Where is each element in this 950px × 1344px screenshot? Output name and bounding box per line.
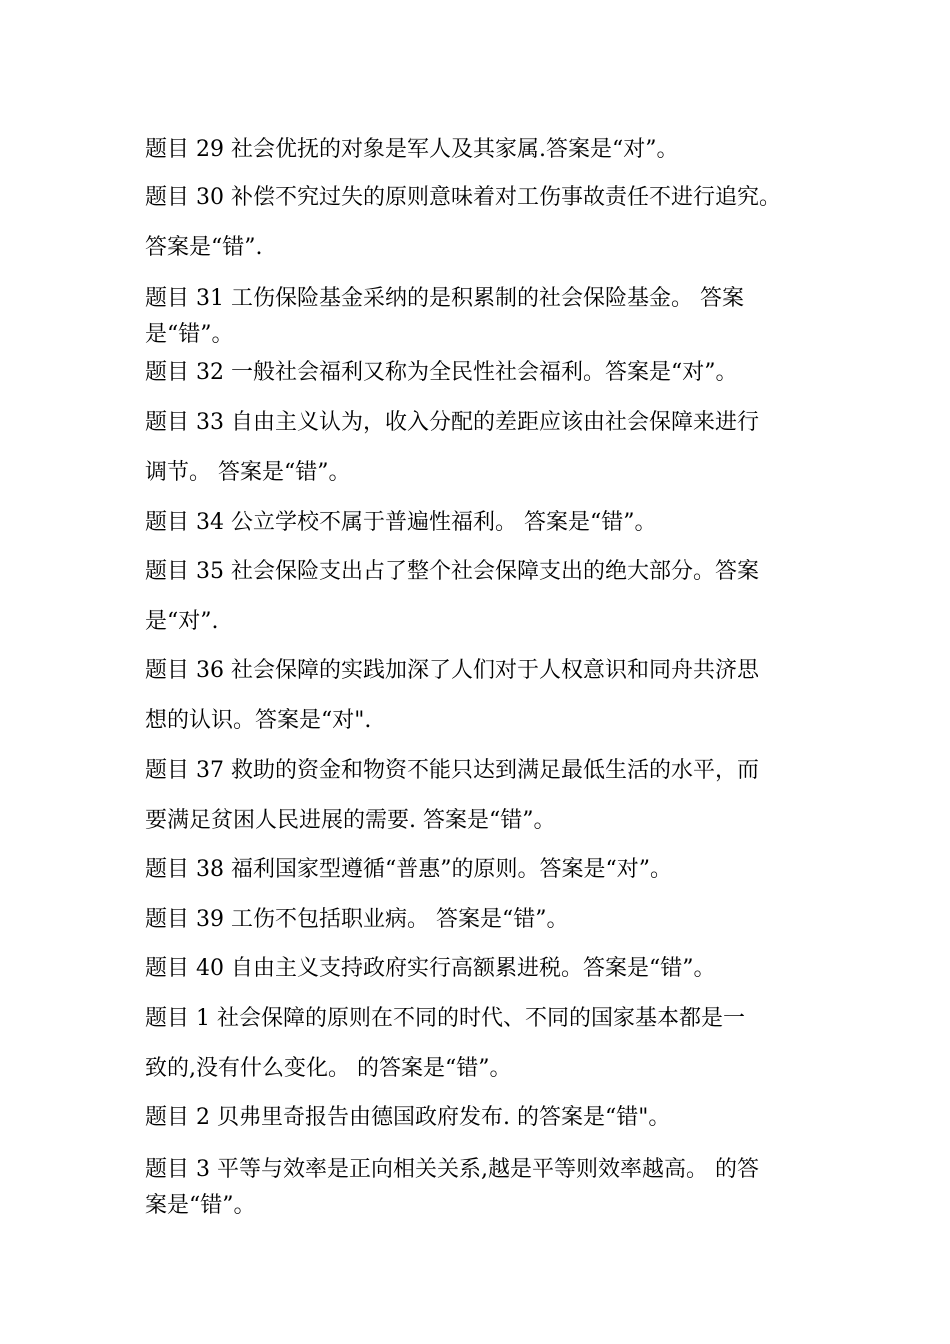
text-line: 案是“错”。 <box>145 1193 256 1218</box>
text-line: 是“错”。 <box>145 322 234 347</box>
text-line: 题目 32 一般社会福利又称为全民性社会福利。答案是“对”。 <box>145 360 738 385</box>
text-line: 题目 33 自由主义认为，收入分配的差距应该由社会保障来进行 <box>145 410 759 435</box>
text-line: 题目 39 工伤不包括职业病。 答案是“错”。 <box>145 907 569 932</box>
text-line: 答案是“错”. <box>145 235 263 260</box>
text-line: 想的认识。答案是“对". <box>145 708 372 733</box>
text-line: 题目 29 社会优抚的对象是军人及其家属.答案是“对”。 <box>145 137 679 162</box>
text-line: 题目 31 工伤保险基金采纳的是积累制的社会保险基金。 答案 <box>145 286 744 311</box>
text-line: 题目 30 补偿不究过失的原则意味着对工伤事故责任不进行追究。 <box>145 185 781 210</box>
text-line: 题目 37 救助的资金和物资不能只达到满足最低生活的水平，而 <box>145 758 759 783</box>
text-line: 调节。 答案是“错”。 <box>145 460 351 485</box>
text-line: 题目 2 贝弗里奇报告由德国政府发布. 的答案是“错"。 <box>145 1105 671 1130</box>
text-line: 题目 40 自由主义支持政府实行高额累进税。答案是“错”。 <box>145 956 716 981</box>
text-line: 题目 34 公立学校不属于普遍性福利。 答案是“错”。 <box>145 510 657 535</box>
text-line: 要满足贫困人民进展的需要. 答案是“错”。 <box>145 808 556 833</box>
text-line: 是“对”. <box>145 609 219 634</box>
text-line: 题目 35 社会保险支出占了整个社会保障支出的绝大部分。答案 <box>145 559 759 584</box>
text-line: 题目 3 平等与效率是正向相关关系,越是平等则效率越高。 的答 <box>145 1157 759 1182</box>
text-line: 题目 1 社会保障的原则在不同的时代、不同的国家基本都是一 <box>145 1006 745 1031</box>
text-line: 题目 38 福利国家型遵循“普惠”的原则。答案是“对”。 <box>145 857 672 882</box>
text-line: 致的,没有什么变化。 的答案是“错”。 <box>145 1056 512 1081</box>
text-line: 题目 36 社会保障的实践加深了人们对于人权意识和同舟共济思 <box>145 658 759 683</box>
